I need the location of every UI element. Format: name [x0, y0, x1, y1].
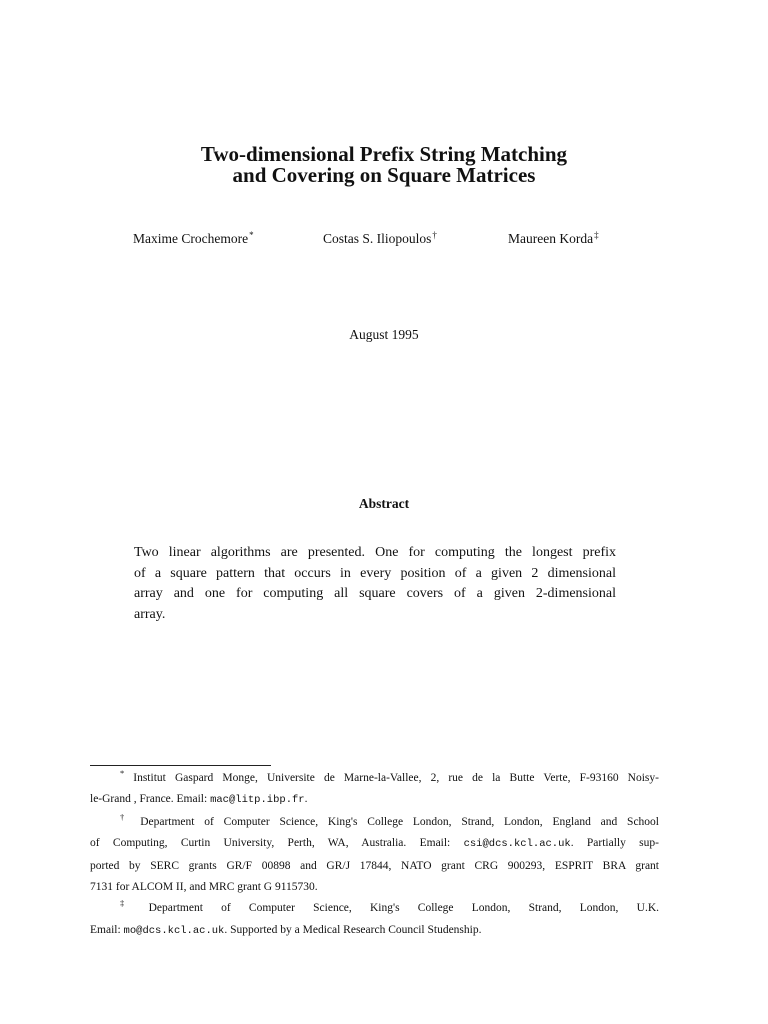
footnote-text: Department of Computer Science, King's College London, Strand, London, U.K. [148, 902, 659, 915]
footnote-marker: ‡ [120, 898, 140, 909]
abstract-body [134, 543, 616, 625]
footnote-mark-star: * [249, 229, 254, 240]
footnote-marker: † [120, 811, 132, 822]
author-crochemore [133, 231, 254, 247]
footnote-3-line [90, 898, 659, 919]
footnote-mark-double-dagger: ‡ [594, 229, 599, 240]
abstract-line: array. [134, 606, 166, 622]
email-link[interactable]: csi@dcs.kcl.ac.uk [463, 838, 571, 851]
email-link[interactable]: mo@dcs.kcl.ac.uk [123, 924, 225, 937]
footnote-text: of Computing, Curtin University, Perth, WA, Australia. Email: [90, 837, 464, 850]
footnote-3-line [90, 920, 659, 942]
footnote-text: Institut Gaspard Monge, Universite de Marne-la-Vallee, 2, rue de la Butte Verte, F-93160 Noisy- [133, 772, 659, 784]
author-name: Costas S. Iliopoulos [323, 231, 432, 246]
footnote-text: . [304, 793, 308, 806]
footnote-2-line: 7131 for ALCOM II, and MRC grant G 9115730. [90, 881, 318, 894]
abstract-line: of a square pattern that occurs in every position of a given 2 dimensional [134, 565, 616, 581]
footnotes [90, 768, 659, 942]
author-list [0, 231, 768, 251]
publication-date: August 1995 [349, 327, 419, 342]
footnote-2-line [90, 833, 659, 855]
footnote-text: Department of Computer Science, King's College London, Strand, London, England and School [140, 815, 659, 828]
paper-title-line-2: and Covering on Square Matrices [232, 163, 536, 187]
footnote-text: le-Grand , France. Email: [90, 793, 211, 806]
footnote-marker: * [120, 768, 125, 778]
author-name: Maxime Crochemore [133, 231, 249, 246]
paper-title-line-1: Two-dimensional Prefix String Matching [200, 142, 568, 166]
footnote-text: . Partially sup- [570, 837, 659, 850]
footnote-text: Email: [90, 923, 124, 936]
abstract-heading: Abstract [358, 496, 410, 511]
footnote-separator [90, 765, 271, 766]
footnote-2-line [90, 812, 659, 833]
author-korda [508, 231, 599, 247]
footnote-mark-dagger: † [432, 229, 437, 240]
footnote-2-line: ported by SERC grants GR/F 00898 and GR/J 17844, NATO grant CRG 900293, ESPRIT BRA grant [90, 859, 659, 872]
abstract-line: Two linear algorithms are presented. One for computing the longest prefix [134, 545, 616, 560]
email-link[interactable]: mac@litp.ibp.fr [210, 794, 305, 807]
author-iliopoulos [323, 231, 437, 247]
footnote-1-line [90, 789, 659, 811]
footnote-text: . Supported by a Medical Research Council Studenship. [224, 923, 482, 936]
abstract-line: array and one for computing all square covers of a given 2-dimensional [134, 586, 616, 601]
author-name: Maureen Korda [508, 231, 594, 246]
footnote-1-line [90, 768, 659, 789]
